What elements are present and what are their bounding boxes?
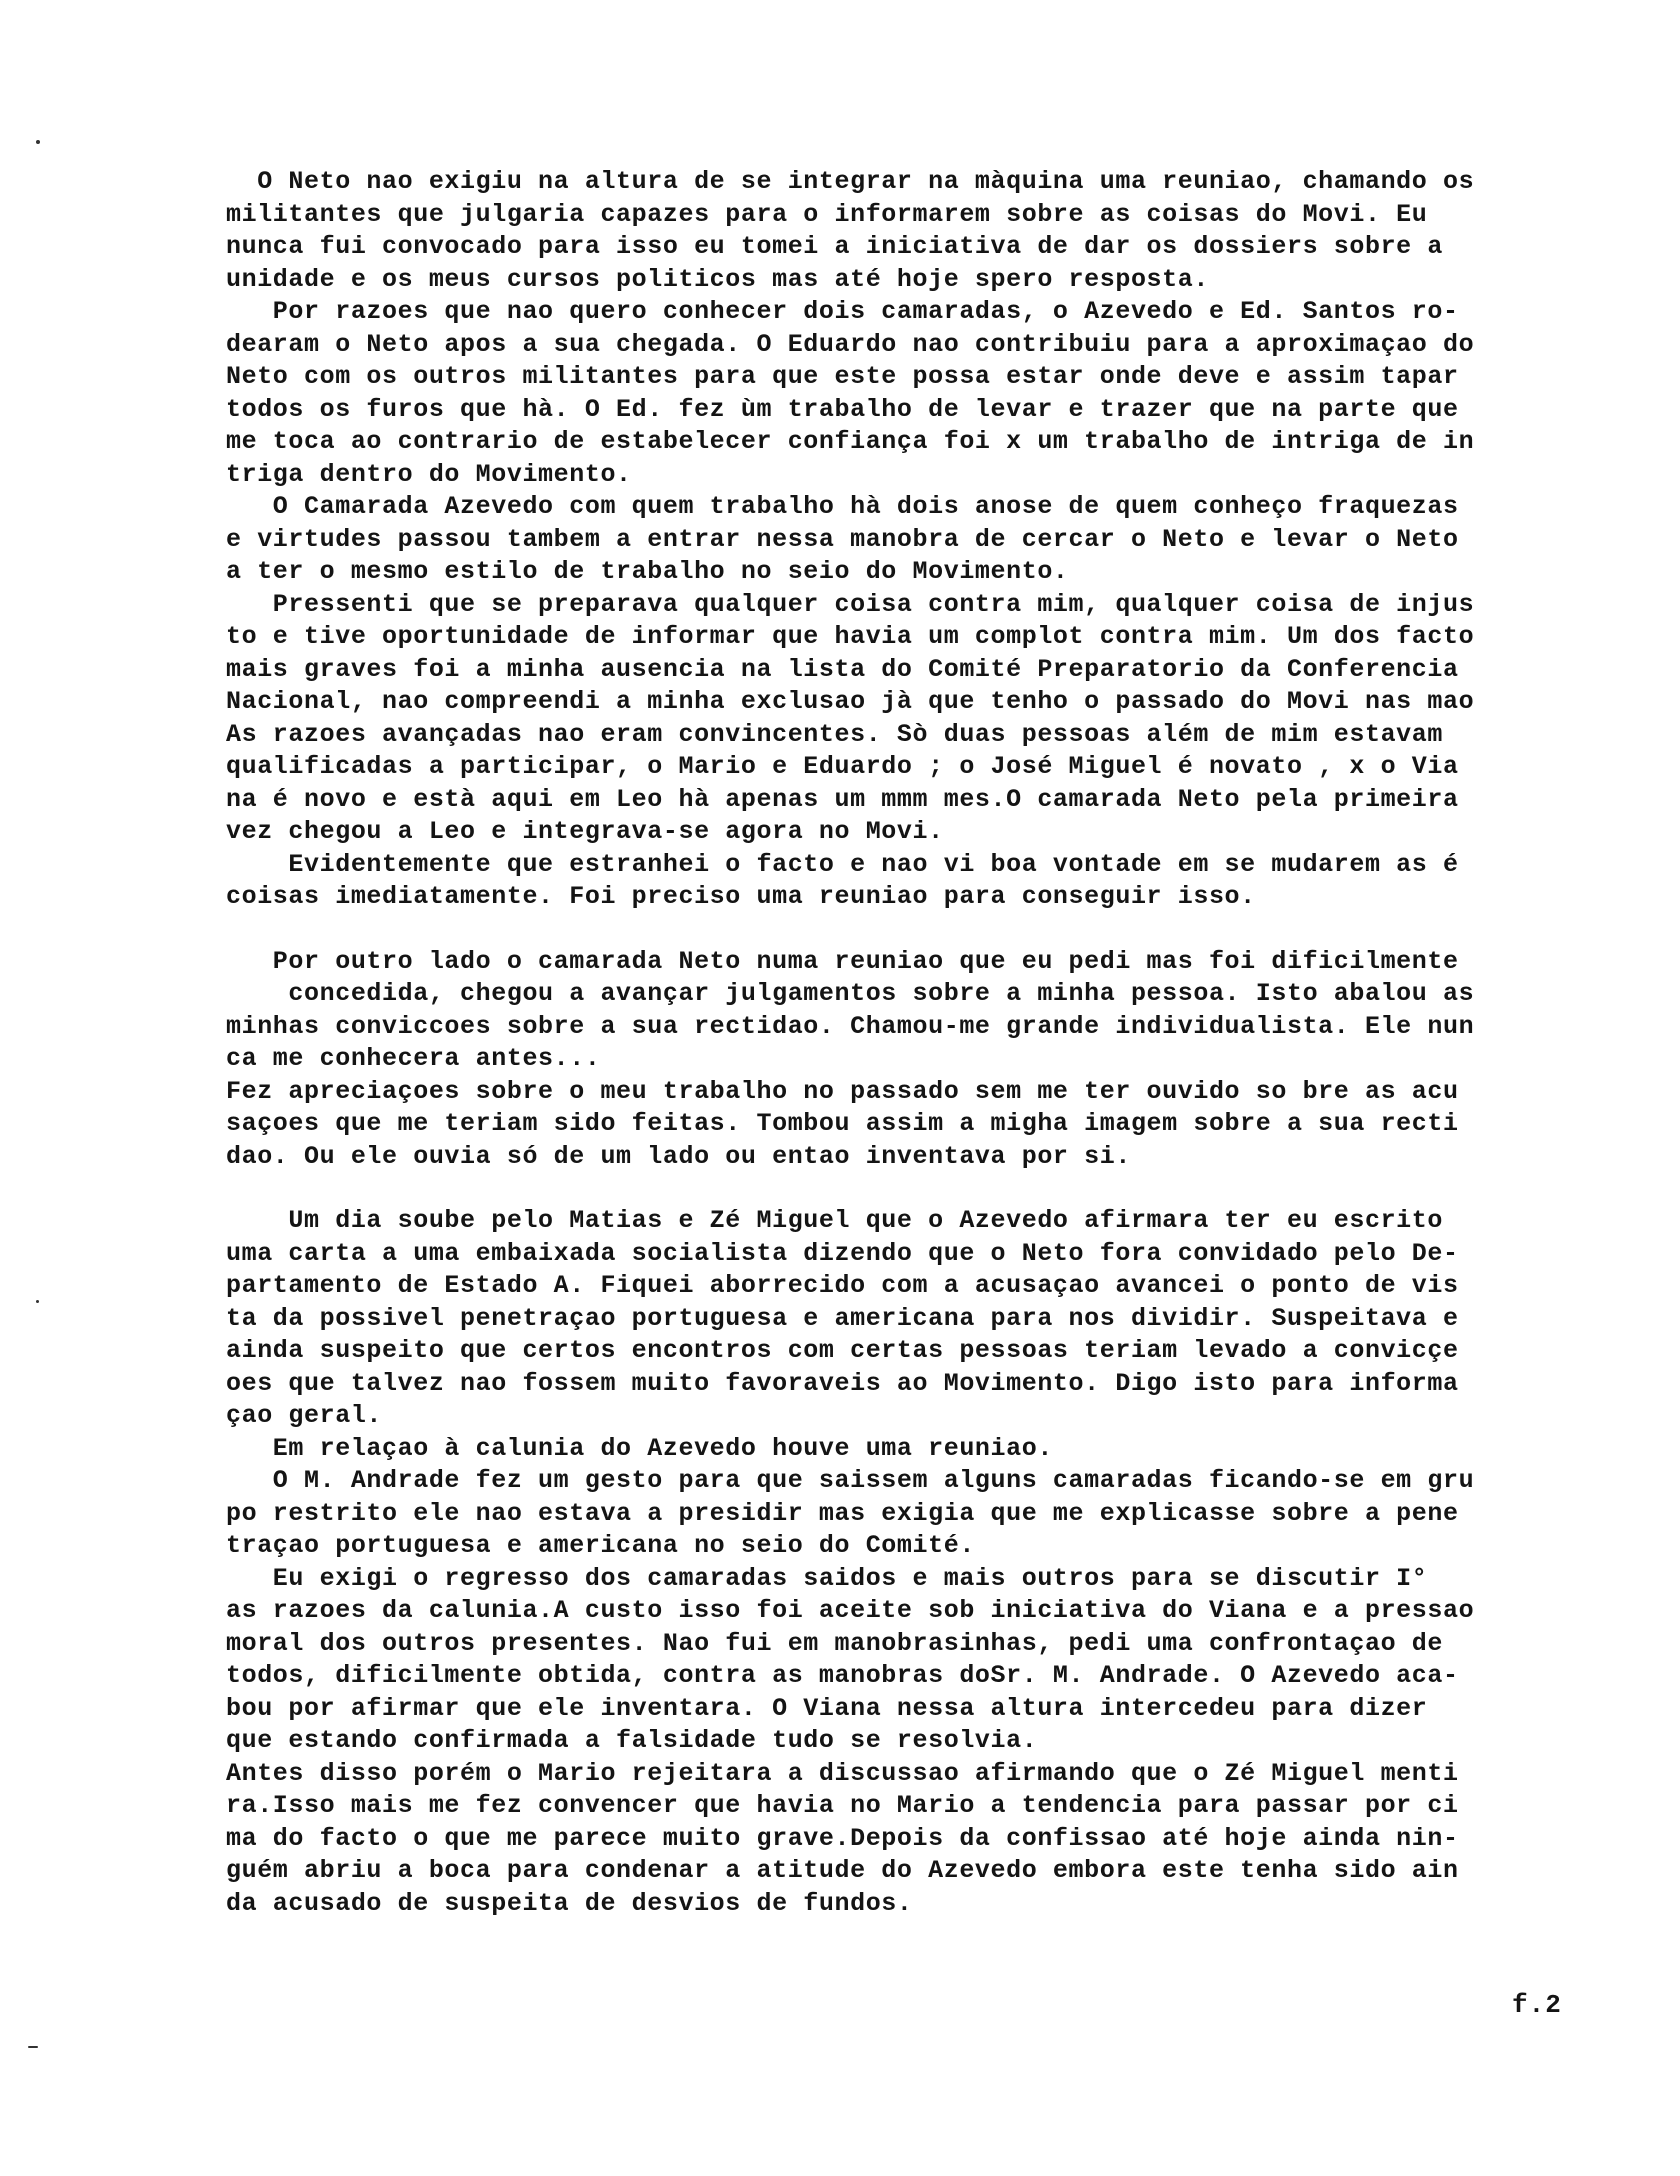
text-line: saçoes que me teriam sido feitas. Tombou assim a migha imagem sobre a sua recti: [226, 1109, 1459, 1138]
text-line: me toca ao contrario de estabelecer confiança foi x um trabalho de intriga de in: [226, 427, 1475, 456]
text-line: guém abriu a boca para condenar a atitude do Azevedo embora este tenha sido ain: [226, 1856, 1459, 1885]
text-line: nunca fui convocado para isso eu tomei a iniciativa de dar os dossiers sobre a: [226, 232, 1443, 261]
text-line: da acusado de suspeita de desvios de fundos.: [226, 1888, 913, 1918]
text-line: todos, dificilmente obtida, contra as manobras doSr. M. Andrade. O Azevedo aca-: [226, 1661, 1459, 1690]
scan-speck: [36, 1300, 39, 1303]
text-line: Fez apreciaçoes sobre o meu trabalho no passado sem me ter ouvido so bre as acu: [226, 1076, 1459, 1106]
text-line: ca me conhecera antes...: [226, 1044, 601, 1073]
text-line: Eu exigi o regresso dos camaradas saidos e mais outros para se discutir I°: [226, 1563, 1428, 1593]
text-line: Em relaçao à calunia do Azevedo houve uma reuniao.: [226, 1433, 1053, 1463]
text-line: uma carta a uma embaixada socialista dizendo que o Neto fora convidado pelo De-: [226, 1238, 1459, 1268]
text-line: dearam o Neto apos a sua chegada. O Eduardo nao contribuiu para a aproximaçao do: [226, 329, 1475, 359]
text-line: Nacional, nao compreendi a minha exclusao jà que tenho o passado do Movi nas mao: [226, 687, 1475, 716]
text-line: Um dia soube pelo Matias e Zé Miguel que o Azevedo afirmara ter eu escrito: [226, 1206, 1443, 1235]
text-line: mais graves foi a minha ausencia na lista do Comité Preparatorio da Conferencia: [226, 654, 1459, 684]
text-line: vez chegou a Leo e integrava-se agora no Movi.: [226, 817, 944, 846]
text-line: po restrito ele nao estava a presidir mas exigia que me explicasse sobre a pene: [226, 1498, 1459, 1528]
text-line: a ter o mesmo estilo de trabalho no seio do Movimento.: [226, 557, 1069, 586]
text-line: qualificadas a participar, o Mario e Eduardo ; o José Miguel é novato , x o Via: [226, 752, 1459, 781]
text-line: ta da possivel penetraçao portuguesa e americana para nos dividir. Suspeitava e: [226, 1303, 1459, 1333]
text-line: O Neto nao exigiu na altura de se integrar na màquina uma reuniao, chamando os: [226, 167, 1475, 196]
page-number: f.2: [1512, 1990, 1562, 2020]
text-line: Por razoes que nao quero conhecer dois camaradas, o Azevedo e Ed. Santos ro-: [226, 297, 1459, 326]
text-line: oes que talvez nao fossem muito favoraveis ao Movimento. Digo isto para informa: [226, 1368, 1459, 1398]
text-line: to e tive oportunidade de informar que havia um complot contra mim. Um dos facto: [226, 622, 1475, 651]
text-line: O M. Andrade fez um gesto para que saissem alguns camaradas ficando-se em gru: [226, 1466, 1475, 1495]
scan-speck: [28, 2046, 38, 2048]
text-line: ra.Isso mais me fez convencer que havia no Mario a tendencia para passar por ci: [226, 1791, 1459, 1820]
text-line: coisas imediatamente. Foi preciso uma reuniao para conseguir isso.: [226, 882, 1256, 911]
text-line: dao. Ou ele ouvia só de um lado ou entao inventava por si.: [226, 1141, 1131, 1171]
text-line: minhas conviccoes sobre a sua rectidao. Chamou-me grande individualista. Ele nun: [226, 1011, 1475, 1041]
text-line: Pressenti que se preparava qualquer coisa contra mim, qualquer coisa de injus: [226, 589, 1475, 619]
paragraph-gap: [226, 1173, 1636, 1205]
text-line: e virtudes passou tambem a entrar nessa manobra de cercar o Neto e levar o Neto: [226, 524, 1459, 554]
text-line: militantes que julgaria capazes para o informarem sobre as coisas do Movi. Eu: [226, 199, 1428, 229]
text-line: çao geral.: [226, 1401, 383, 1430]
text-line: concedida, chegou a avançar julgamentos sobre a minha pessoa. Isto abalou as: [226, 979, 1475, 1008]
text-line: bou por afirmar que ele inventara. O Viana nessa altura intercedeu para dizer: [226, 1693, 1428, 1723]
text-line: que estando confirmada a falsidade tudo se resolvia.: [226, 1726, 1038, 1755]
text-line: na é novo e està aqui em Leo hà apenas um mmm mes.O camarada Neto pela primeira: [226, 784, 1459, 814]
text-line: moral dos outros presentes. Nao fui em manobrasinhas, pedi uma confrontaçao de: [226, 1628, 1443, 1658]
text-line: Evidentemente que estranhei o facto e nao vi boa vontade em se mudarem as é: [226, 849, 1459, 879]
text-line: todos os furos que hà. O Ed. fez ùm trabalho de levar e trazer que na parte que: [226, 394, 1459, 424]
text-line: as razoes da calunia.A custo isso foi aceite sob iniciativa do Viana e a pressao: [226, 1596, 1475, 1625]
text-line: unidade e os meus cursos politicos mas até hoje spero resposta.: [226, 264, 1209, 294]
text-line: partamento de Estado A. Fiquei aborrecido com a acusaçao avancei o ponto de vis: [226, 1271, 1459, 1300]
text-line: As razoes avançadas nao eram convincentes. Sò duas pessoas além de mim estavam: [226, 719, 1443, 749]
text-line: traçao portuguesa e americana no seio do Comité.: [226, 1531, 975, 1560]
paragraph-gap: [226, 914, 1636, 946]
text-line: Neto com os outros militantes para que este possa estar onde deve e assim tapar: [226, 362, 1459, 391]
text-line: Antes disso porém o Mario rejeitara a discussao afirmando que o Zé Miguel menti: [226, 1758, 1459, 1788]
text-line: triga dentro do Movimento.: [226, 459, 632, 489]
text-line: Por outro lado o camarada Neto numa reuniao que eu pedi mas foi dificilmente: [226, 946, 1459, 976]
document-body: [226, 166, 1636, 1920]
text-line: ma do facto o que me parece muito grave.Depois da confissao até hoje ainda nin-: [226, 1823, 1459, 1853]
text-line: ainda suspeito que certos encontros com certas pessoas teriam levado a convicçe: [226, 1336, 1459, 1365]
scan-speck: [36, 140, 40, 144]
text-line: O Camarada Azevedo com quem trabalho hà dois anose de quem conheço fraquezas: [226, 492, 1459, 521]
